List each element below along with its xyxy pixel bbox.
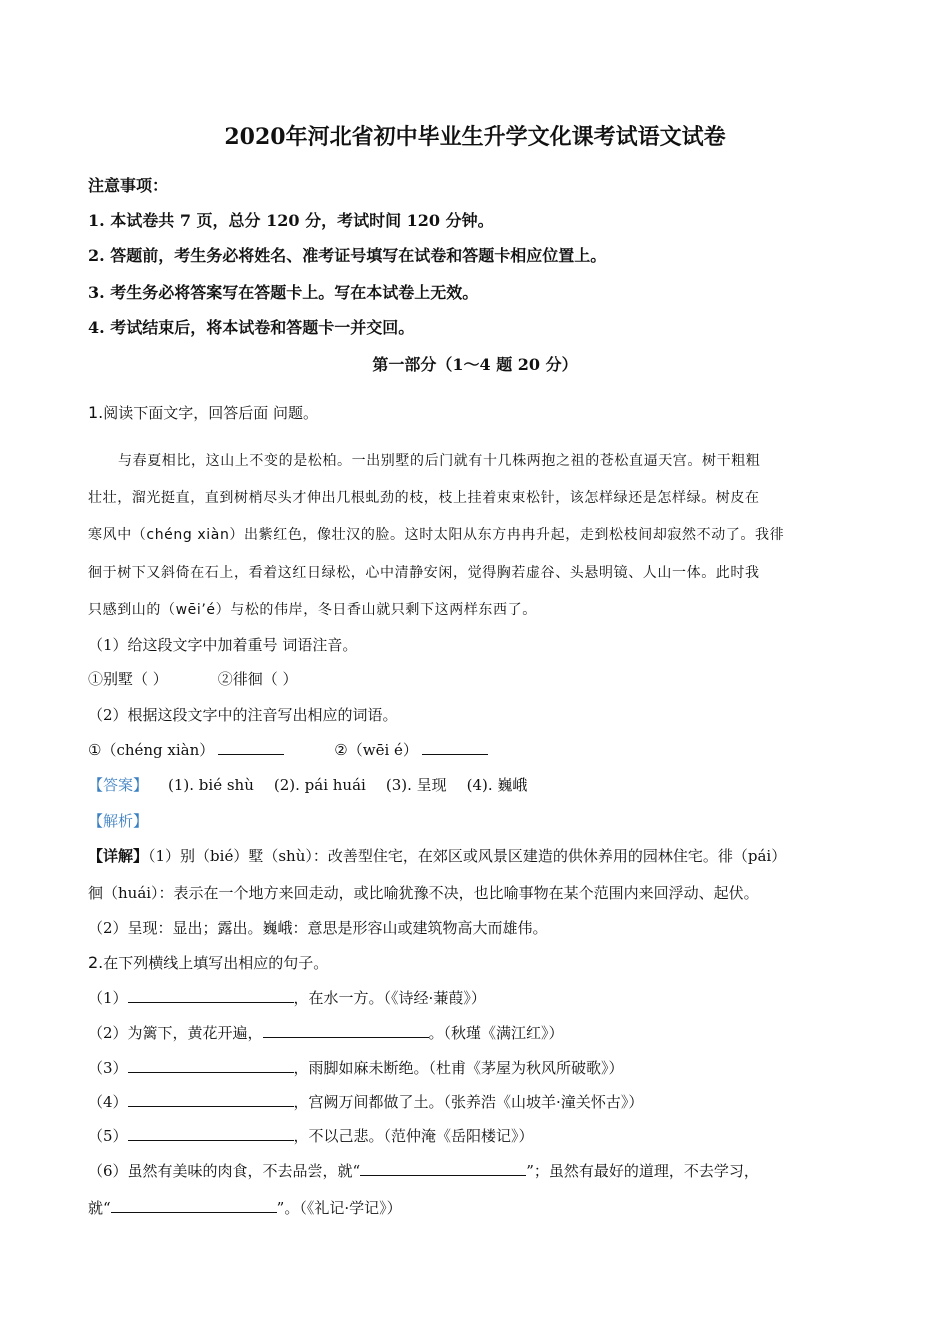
fill-blank[interactable] [111,1198,277,1213]
fill-item [88,1126,534,1146]
fill-item [88,1161,759,1181]
answer-item: (4). 巍峨 [466,776,528,794]
fill-blank[interactable] [128,988,294,1003]
fill-blank[interactable] [128,1058,294,1073]
question-2-stem [88,953,328,973]
fill-prefix: （3） [88,1059,128,1077]
answer-blank[interactable] [422,740,488,755]
fill-suffix: ”。（《礼记·学记》） [276,1199,402,1217]
analysis-tag: 【解析】 [88,812,149,830]
fill-item [88,1023,564,1043]
detail-line [88,846,786,866]
sub-question-2: （2）根据这段文字中的注音写出相应的词语。 [88,706,398,724]
sub-question-2-options [88,740,488,760]
fill-suffix: ，雨脚如麻未断绝。（杜甫《茅屋为秋风所破歌》） [293,1059,624,1077]
fill-item [88,1092,643,1112]
option-b: ②徘徊（ ） [217,670,298,688]
fill-blank[interactable] [360,1161,526,1176]
option-b: ②（wēi é） [334,741,418,759]
option-a: ①别墅（ ） [88,670,168,688]
fill-prefix: （1） [88,989,128,1007]
answer-item: (3). 呈现 [385,776,447,794]
fill-prefix: 就“ [88,1199,111,1217]
passage-line: 徊于树下又斜倚在石上，看着这红日绿松，心中清静安闲，觉得胸若虚谷、头悬明镜、人山一体。此时我 [88,565,760,581]
detail-line: （2）呈现：显出；露出。巍峨：意思是形容山或建筑物高大而雄伟。 [88,919,548,937]
notice-item: 1. 本试卷共 7 页，总分 120 分，考试时间 120 分钟。 [88,211,494,230]
fill-blank[interactable] [128,1126,294,1141]
part-heading: 第一部分（1～4 题 20 分） [372,355,578,374]
detail-text: （1）别（bié）墅（shù）：改善型住宅，在郊区或风景区建造的供休养用的园林住宅。徘（pái） [148,847,787,865]
page-title: 2020年河北省初中毕业生升学文化课考试语文试卷 [224,124,726,150]
passage-line: 只感到山的（wēi’é）与松的伟岸，冬日香山就只剩下这两样东西了。 [88,602,537,618]
answer-item: (1). bié shù [168,776,254,794]
detail-line: 徊（huái）：表示在一个地方来回走动，或比喻犹豫不决，也比喻事物在某个范围内来回浮动、起伏。 [88,884,759,902]
notice-item: 4. 考试结束后，将本试卷和答题卡一并交回。 [88,318,415,337]
sub-question-1: （1）给这段文字中加着重号 词语注音。 [88,636,358,654]
passage-line: 与春夏相比，这山上不变的是松柏。一出别墅的后门就有十几株两抱之祖的苍松直逼天宫。树干粗粗 [118,453,761,469]
question-number: 1. [88,403,104,422]
question-text: 在下列横线上填写出相应的句子。 [103,954,329,972]
fill-suffix: ，在水一方。（《诗经·蒹葭》） [293,989,486,1007]
detail-tag: 【详解】 [88,847,149,865]
fill-item [88,1058,624,1078]
answer-blank[interactable] [218,740,284,755]
answer-line [88,775,527,795]
answer-tag: 【答案】 [88,776,149,794]
fill-prefix: （5） [88,1127,128,1145]
sub-question-1-options [88,669,298,689]
fill-prefix: （2）为篱下，黄花开遍， [88,1024,263,1042]
question-number: 2. [88,953,104,972]
fill-suffix: ，不以己悲。（范仲淹《岳阳楼记》） [293,1127,534,1145]
passage-line: 寒风中（chéng xiàn）出紫红色，像壮汉的脸。这时太阳从东方冉冉升起，走到松枝间却寂然不动了。我徘 [88,527,785,543]
fill-suffix: ，宫阙万间都做了土。（张养浩《山坡羊·潼关怀古》） [293,1093,644,1111]
passage-line: 壮壮，溜光挺直，直到树梢尽头才伸出几根虬劲的枝，枝上挂着束束松针，该怎样绿还是怎样绿。树皮在 [88,490,760,506]
answer-item: (2). pái huái [273,776,366,794]
fill-blank[interactable] [263,1023,429,1038]
fill-suffix: ”；虽然有最好的道理，不去学习， [526,1162,759,1180]
fill-item [88,988,486,1008]
fill-item [88,1198,402,1218]
fill-suffix: 。（秋瑾《满江红》） [428,1024,564,1042]
notice-heading: 注意事项： [88,176,169,195]
notice-item: 2. 答题前，考生务必将姓名、准考证号填写在试卷和答题卡相应位置上。 [88,246,607,265]
notice-item: 3. 考生务必将答案写在答题卡上。写在本试卷上无效。 [88,283,479,302]
question-1-stem [88,403,318,423]
fill-prefix: （4） [88,1093,128,1111]
fill-blank[interactable] [128,1092,294,1107]
question-text: 阅读下面文字，回答后面 问题。 [103,404,319,422]
fill-prefix: （6）虽然有美味的肉食，不去品尝，就“ [88,1162,361,1180]
option-a: ①（chéng xiàn） [88,741,215,759]
